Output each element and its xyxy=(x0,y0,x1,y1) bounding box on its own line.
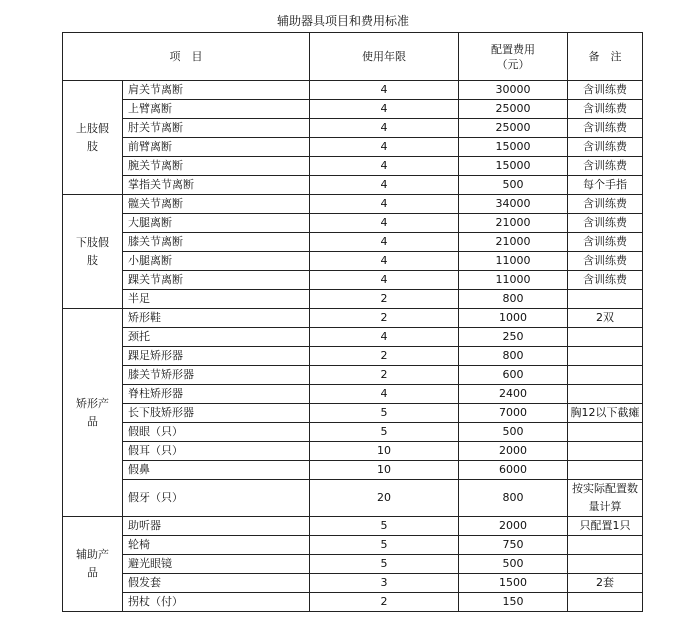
table-row xyxy=(63,536,643,555)
item-cell: 肩关节离断 xyxy=(123,81,310,100)
table-row xyxy=(63,555,643,574)
category-label-line: 肢 xyxy=(87,253,98,267)
years-cell: 5 xyxy=(310,423,459,442)
note-cell: 含训练费 xyxy=(568,138,643,157)
item-cell: 轮椅 xyxy=(123,536,310,555)
item-cell: 假鼻 xyxy=(123,461,310,480)
note-cell xyxy=(568,555,643,574)
table-row xyxy=(63,176,643,195)
document-title: 辅助器具项目和费用标准 xyxy=(276,14,409,28)
note-cell: 含训练费 xyxy=(568,214,643,233)
cost-cell: 15000 xyxy=(459,138,568,157)
category-cell xyxy=(63,309,123,517)
note-cell xyxy=(568,385,643,404)
item-cell: 助听器 xyxy=(123,517,310,536)
cost-cell: 21000 xyxy=(459,233,568,252)
table-row xyxy=(63,385,643,404)
table-row xyxy=(63,404,643,423)
years-cell: 4 xyxy=(310,252,459,271)
cost-cell: 25000 xyxy=(459,100,568,119)
item-cell: 假耳（只） xyxy=(123,442,310,461)
item-cell: 掌指关节离断 xyxy=(123,176,310,195)
years-cell: 2 xyxy=(310,593,459,612)
years-cell: 4 xyxy=(310,271,459,290)
item-cell: 小腿离断 xyxy=(123,252,310,271)
table-body xyxy=(63,81,643,612)
cost-cell: 34000 xyxy=(459,195,568,214)
table-row xyxy=(63,214,643,233)
years-cell: 4 xyxy=(310,100,459,119)
cost-cell: 15000 xyxy=(459,157,568,176)
table-row xyxy=(63,119,643,138)
table-row xyxy=(63,517,643,536)
cost-cell: 25000 xyxy=(459,119,568,138)
cost-cell: 750 xyxy=(459,536,568,555)
note-cell xyxy=(568,442,643,461)
table-header-row xyxy=(63,33,643,81)
years-cell: 5 xyxy=(310,404,459,423)
table-row xyxy=(63,309,643,328)
header-item: 项 目 xyxy=(63,33,310,81)
item-cell: 长下肢矫形器 xyxy=(123,404,310,423)
note-cell: 含训练费 xyxy=(568,195,643,214)
years-cell: 4 xyxy=(310,195,459,214)
category-label-line: 肢 xyxy=(87,139,98,153)
table-row xyxy=(63,271,643,290)
item-cell: 膝关节矫形器 xyxy=(123,366,310,385)
category-label-line: 上肢假 xyxy=(76,121,109,135)
note-cell: 按实际配置数量计算 xyxy=(568,480,643,517)
cost-cell: 2400 xyxy=(459,385,568,404)
item-cell: 上臂离断 xyxy=(123,100,310,119)
cost-cell: 600 xyxy=(459,366,568,385)
item-cell: 颈托 xyxy=(123,328,310,347)
note-cell: 含训练费 xyxy=(568,271,643,290)
note-cell xyxy=(568,423,643,442)
table-row xyxy=(63,138,643,157)
header-note: 备 注 xyxy=(568,33,643,81)
note-cell: 含训练费 xyxy=(568,100,643,119)
cost-cell: 2000 xyxy=(459,517,568,536)
item-cell: 前臂离断 xyxy=(123,138,310,157)
table-row xyxy=(63,195,643,214)
item-cell: 脊柱矫形器 xyxy=(123,385,310,404)
category-cell xyxy=(63,517,123,612)
item-cell: 踝关节离断 xyxy=(123,271,310,290)
years-cell: 2 xyxy=(310,309,459,328)
years-cell: 5 xyxy=(310,536,459,555)
category-label-line: 品 xyxy=(87,566,98,579)
years-cell: 20 xyxy=(310,480,459,517)
years-cell: 5 xyxy=(310,517,459,536)
years-cell: 4 xyxy=(310,385,459,404)
table-row xyxy=(63,290,643,309)
years-cell: 2 xyxy=(310,366,459,385)
years-cell: 10 xyxy=(310,461,459,480)
item-cell: 避光眼镜 xyxy=(123,555,310,574)
table-row xyxy=(63,423,643,442)
item-cell: 半足 xyxy=(123,290,310,309)
cost-cell: 7000 xyxy=(459,404,568,423)
years-cell: 4 xyxy=(310,157,459,176)
note-cell: 含训练费 xyxy=(568,233,643,252)
item-cell: 大腿离断 xyxy=(123,214,310,233)
cost-cell: 500 xyxy=(459,176,568,195)
note-cell: 2双 xyxy=(568,309,643,328)
years-cell: 4 xyxy=(310,328,459,347)
note-cell: 只配置1只 xyxy=(568,517,643,536)
note-cell: 含训练费 xyxy=(568,157,643,176)
note-cell: 含训练费 xyxy=(568,252,643,271)
table-row xyxy=(63,81,643,100)
table-row xyxy=(63,574,643,593)
header-years: 使用年限 xyxy=(310,33,459,81)
years-cell: 4 xyxy=(310,138,459,157)
category-label-line: 辅助产 xyxy=(76,548,109,561)
note-cell xyxy=(568,593,643,612)
cost-cell: 11000 xyxy=(459,252,568,271)
cost-cell: 800 xyxy=(459,480,568,517)
header-cost xyxy=(459,33,568,81)
table-row xyxy=(63,100,643,119)
table-row xyxy=(63,328,643,347)
category-label-line: 下肢假 xyxy=(76,235,109,249)
item-cell: 膝关节离断 xyxy=(123,233,310,252)
item-cell: 假发套 xyxy=(123,574,310,593)
table-row xyxy=(63,593,643,612)
item-cell: 拐杖（付） xyxy=(123,593,310,612)
table-row xyxy=(63,366,643,385)
note-cell xyxy=(568,347,643,366)
note-cell: 每个手指 xyxy=(568,176,643,195)
item-cell: 肘关节离断 xyxy=(123,119,310,138)
cost-cell: 500 xyxy=(459,555,568,574)
years-cell: 4 xyxy=(310,233,459,252)
note-cell: 含训练费 xyxy=(568,119,643,138)
cost-cell: 800 xyxy=(459,347,568,366)
cost-cell: 2000 xyxy=(459,442,568,461)
years-cell: 5 xyxy=(310,555,459,574)
note-cell xyxy=(568,461,643,480)
table-row xyxy=(63,347,643,366)
category-label-line: 品 xyxy=(87,414,98,428)
cost-cell: 500 xyxy=(459,423,568,442)
table-row xyxy=(63,442,643,461)
table-row xyxy=(63,480,643,517)
years-cell: 10 xyxy=(310,442,459,461)
cost-cell: 30000 xyxy=(459,81,568,100)
cost-standard-table xyxy=(62,32,643,612)
years-cell: 4 xyxy=(310,214,459,233)
item-cell: 假牙（只） xyxy=(123,480,310,517)
category-cell xyxy=(63,81,123,195)
years-cell: 2 xyxy=(310,347,459,366)
item-cell: 踝足矫形器 xyxy=(123,347,310,366)
years-cell: 4 xyxy=(310,81,459,100)
cost-cell: 6000 xyxy=(459,461,568,480)
table-row xyxy=(63,233,643,252)
years-cell: 2 xyxy=(310,290,459,309)
category-cell xyxy=(63,195,123,309)
cost-cell: 150 xyxy=(459,593,568,612)
note-cell: 胸12以下截瘫 xyxy=(568,404,643,423)
cost-cell: 11000 xyxy=(459,271,568,290)
note-cell xyxy=(568,290,643,309)
table-row xyxy=(63,157,643,176)
years-cell: 4 xyxy=(310,176,459,195)
table-row xyxy=(63,252,643,271)
item-cell: 腕关节离断 xyxy=(123,157,310,176)
cost-cell: 21000 xyxy=(459,214,568,233)
header-cost-line1: 配置费用 xyxy=(491,42,535,56)
note-cell: 含训练费 xyxy=(568,81,643,100)
years-cell: 4 xyxy=(310,119,459,138)
cost-cell: 250 xyxy=(459,328,568,347)
cost-cell: 1000 xyxy=(459,309,568,328)
note-cell xyxy=(568,536,643,555)
item-cell: 髋关节离断 xyxy=(123,195,310,214)
cost-cell: 800 xyxy=(459,290,568,309)
note-cell xyxy=(568,328,643,347)
cost-cell: 1500 xyxy=(459,574,568,593)
category-label-line: 矫形产 xyxy=(76,396,109,410)
header-cost-line2: （元） xyxy=(496,57,530,71)
note-cell xyxy=(568,366,643,385)
years-cell: 3 xyxy=(310,574,459,593)
item-cell: 假眼（只） xyxy=(123,423,310,442)
item-cell: 矫形鞋 xyxy=(123,309,310,328)
note-cell: 2套 xyxy=(568,574,643,593)
table-row xyxy=(63,461,643,480)
